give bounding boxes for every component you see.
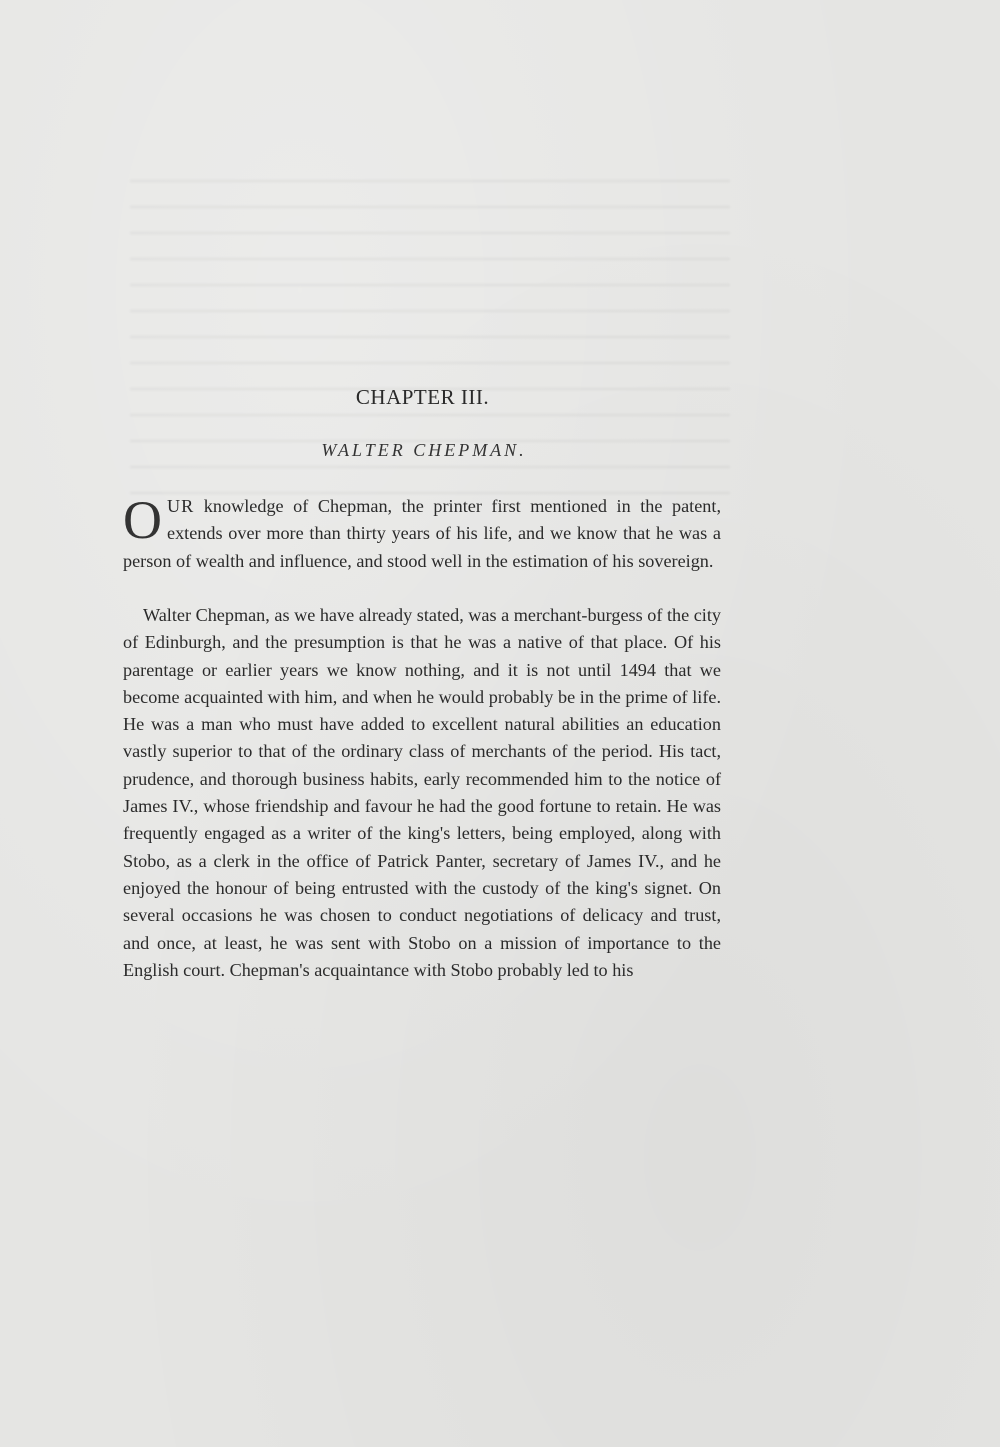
paragraph-1-text: knowledge of Chepman, the printer first mentioned in the patent, extends over more than thirty years of his life, and we know that he was a person of wealth and influence, and stood well in the estimation of his sovereign. bbox=[123, 496, 721, 571]
paragraph-1 bbox=[123, 490, 721, 575]
chapter-heading: CHAPTER III. bbox=[355, 385, 490, 409]
lead-word: UR bbox=[167, 496, 195, 516]
chapter-subtitle: WALTER CHEPMAN. bbox=[321, 440, 527, 460]
paragraph-2: Walter Chepman, as we have already stated, was a merchant-burgess of the city of Edinburgh, and the presumption is that he was a native of that place. Of his parentage or earlier years we know nothing, and it is not until 1494 that we become acquainted with him, and when he would probably be in the prime of life. He was a man who must have added to excellent natural abilities an education vastly superior to that of the ordinary class of merchants of the period. His tact, prudence, and thorough business habits, early recommended him to the notice of James IV., whose friendship and favour he had the good fortune to retain. He was frequently engaged as a writer of the king's letters, being employed, along with Stobo, as a clerk in the office of Patrick Panter, secretary of James IV., and he enjoyed the honour of being entrusted with the custody of the king's signet. On several occasions he was chosen to conduct negotiations of delicacy and trust, and once, at least, he was sent with Stobo on a mission of importance to the English court. Chepman's acquaintance with Stobo probably led to his bbox=[123, 605, 721, 980]
drop-cap: O bbox=[123, 490, 162, 550]
